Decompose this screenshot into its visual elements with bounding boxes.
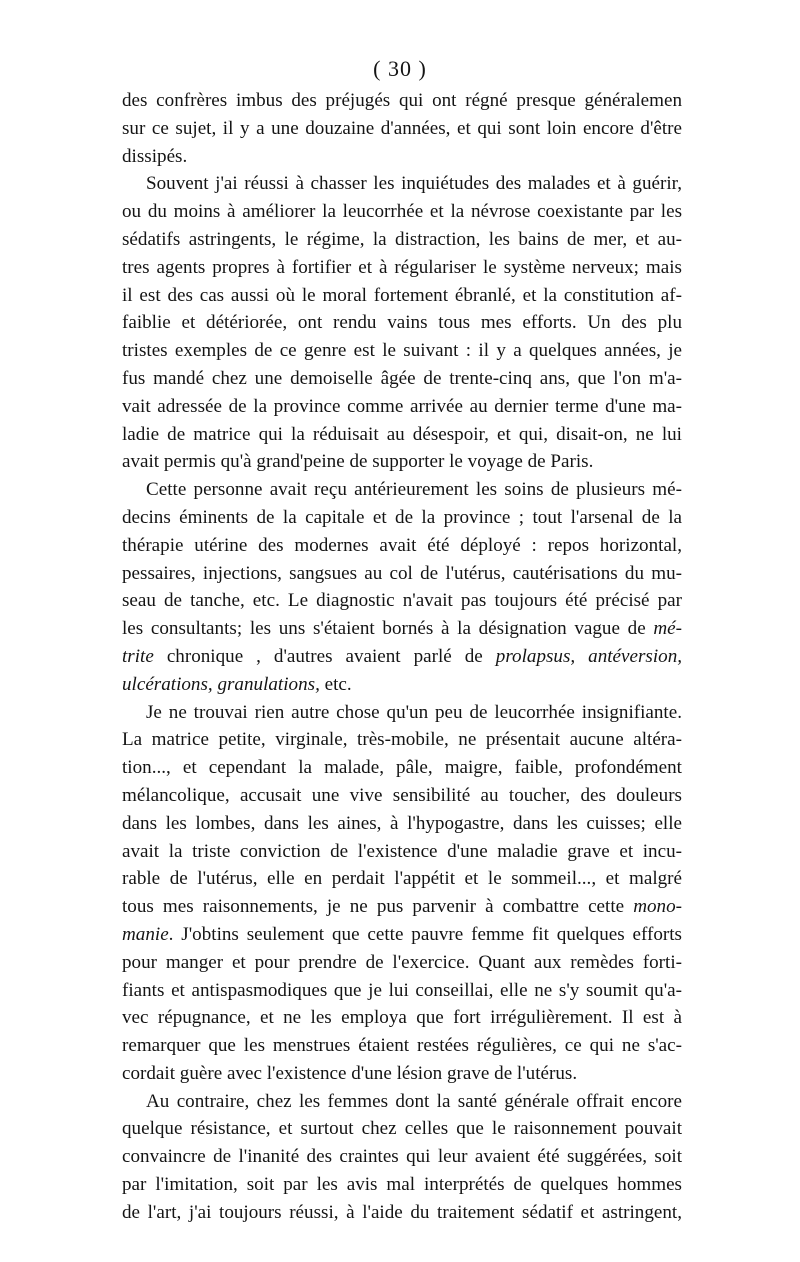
text-line [122,921,682,949]
page-number: ( 30 ) [373,56,427,81]
text-line: Cette personne avait reçu antérieurement les soins de plusieurs mé- [146,479,682,501]
italic-term: trite [122,645,154,667]
italic-term: prolapsus, antéversion, [495,645,683,667]
text-line: Au contraire, chez les femmes dont la santé générale offrait encore [146,1090,682,1112]
text-line [122,893,682,921]
paragraph-3 [122,476,682,698]
text-line: tion..., et cependant la malade, pâle, maigre, faible, profondément [122,757,682,779]
text-line: tres agents propres à fortifier et à régulariser le système nerveux; mais [122,256,682,278]
paragraph-5 [122,1088,682,1227]
text-line: avait permis qu'à grand'peine de supporter le voyage de Paris. [122,451,594,473]
text-line: pour manger et pour prendre de l'exercice. Quant aux remèdes forti- [122,951,682,973]
text-line: des confrères imbus des préjugés qui ont régné presque généralemen [122,90,682,111]
italic-term: manie [122,923,169,945]
text-line: mélancolique, accusait une vive sensibilité au toucher, des douleurs [122,784,682,806]
text-line: ladie de matrice qui la réduisait au désespoir, et qui, disait-on, ne lui [122,423,682,445]
text-line [122,615,682,643]
text-line: il est des cas aussi où le moral fortement ébranlé, et la constitution af- [122,284,682,306]
text-line: cordait guère avec l'existence d'une lésion grave de l'utérus. [122,1062,578,1084]
text-line: de l'art, j'ai toujours réussi, à l'aide du traitement sédatif et astringent, [122,1201,682,1223]
text-line: ou du moins à améliorer la leucorrhée et la névrose coexistante par les [122,201,682,223]
text-line: remarquer que les menstrues étaient restées régulières, ce qui ne s'ac- [122,1035,682,1057]
text-line [122,643,682,671]
text-line: sur ce sujet, il y a une douzaine d'années, et qui sont loin encore d'être [122,117,682,139]
text-line: dans les lombes, dans les aines, à l'hypogastre, dans les cuisses; elle [122,812,682,834]
text-fragment: etc. [324,673,352,695]
text-line: thérapie utérine des modernes avait été déployé : repos horizontal, [122,534,682,556]
italic-term: mono- [633,896,682,918]
text-line: Souvent j'ai réussi à chasser les inquiétudes des malades et à guérir, [146,173,682,195]
body-text [122,87,682,1227]
text-line: La matrice petite, virginale, très-mobile, ne présentait aucune altéra- [122,729,682,751]
text-fragment: les consultants; les uns s'étaient bornés à la désignation vague de [122,618,646,640]
text-line: rable de l'utérus, elle en perdait l'appétit et le sommeil..., et malgré [122,868,682,890]
text-line: par l'imitation, soit par les avis mal interprétés de quelques hommes [122,1174,682,1196]
text-line: sédatifs astringents, le régime, la distraction, les bains de mer, et au- [122,228,682,250]
text-fragment: chronique , d'autres avaient parlé de [166,645,483,667]
text-fragment: . J'obtins seulement que cette pauvre femme fit quelques efforts [168,923,682,945]
text-line: convaincre de l'inanité des craintes qui leur avaient été suggérées, soit [122,1146,682,1168]
text-line: pessaires, injections, sangsues au col de l'utérus, cautérisations du mu- [122,562,682,584]
italic-term: ulcérations, granulations, [122,673,320,695]
text-line: tristes exemples de ce genre est le suivant : il y a quelques années, je [122,340,682,362]
text-fragment: tous mes raisonnements, je ne pus parvenir à combattre cette [122,896,625,918]
text-line: dissipés. [122,145,188,167]
paragraph-2 [122,170,682,476]
italic-term: mé- [653,618,682,640]
text-line [122,671,682,699]
text-line: faiblie et détériorée, ont rendu vains tous mes efforts. Un des plu [122,312,682,334]
paragraph-1 [122,87,682,170]
paragraph-4 [122,699,682,1088]
text-line: seau de tanche, etc. Le diagnostic n'avait pas toujours été précisé par [122,590,682,612]
text-line: Je ne trouvai rien autre chose qu'un peu de leucorrhée insignifiante. [146,701,682,723]
text-line: quelque résistance, et surtout chez celles que le raisonnement pouvait [122,1118,682,1140]
text-line: vait adressée de la province comme arrivée au dernier terme d'une ma- [122,395,682,417]
text-line: fus mandé chez une demoiselle âgée de trente-cinq ans, que l'on m'a- [122,367,682,389]
text-line: fiants et antispasmodiques que je lui conseillai, elle ne s'y soumit qu'a- [122,979,682,1001]
text-line: vec répugnance, et ne les employa que fort irrégulièrement. Il est à [122,1007,682,1029]
text-line: decins éminents de la capitale et de la province ; tout l'arsenal de la [122,506,682,528]
text-line: avait la triste conviction de l'existence d'une maladie grave et incu- [122,840,682,862]
